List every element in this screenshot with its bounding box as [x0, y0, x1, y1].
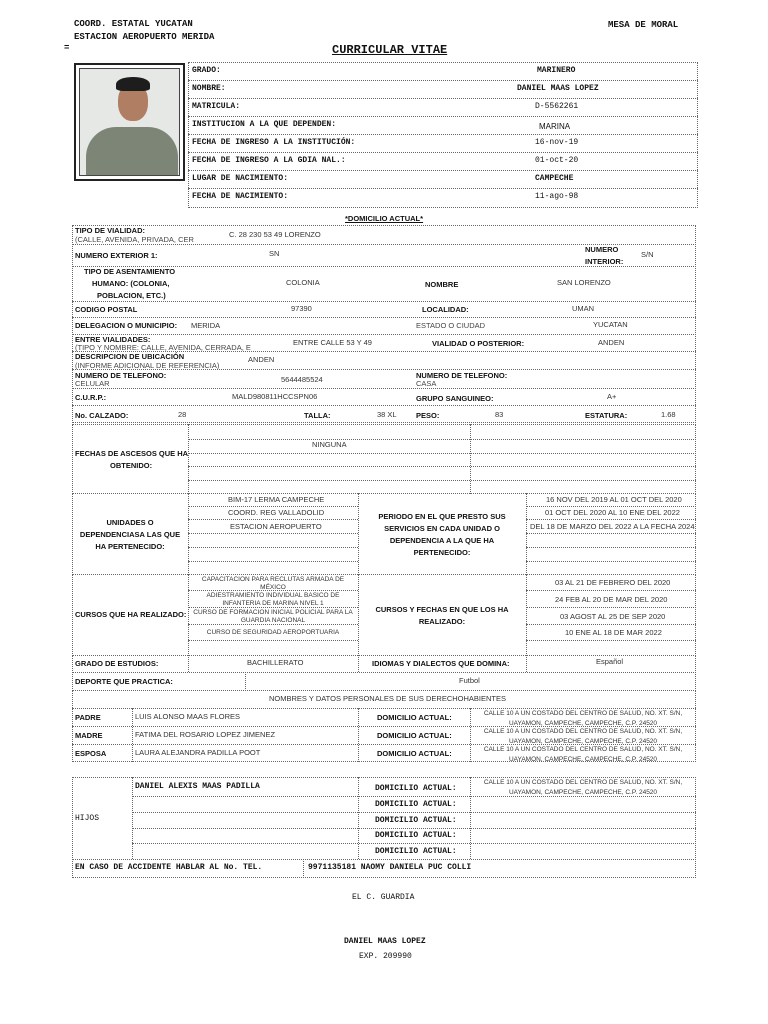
lugar-nacimiento-value: CAMPECHE [535, 174, 574, 183]
familia-rel-1: PADRE [75, 713, 101, 722]
periodo-label: PERIODO EN EL QUE PRESTO SUS SERVICIOS EN CADA UNIDAD O DEPENDENCIA A LA QUE HA PERTENECIDO: [378, 512, 506, 557]
emergencia-label: EN CASO DE ACCIDENTE HABLAR AL No. TEL. [75, 863, 263, 872]
hijos-label: HIJOS [75, 814, 100, 823]
fecha-nacimiento-label: FECHA DE NACIMIENTO: [192, 192, 289, 201]
familia-rel-3: ESPOSA [75, 749, 107, 758]
delegacion-value: MERIDA [191, 321, 221, 330]
emergencia-value: 9971135181 NAOMY DANIELA PUC COLLI [308, 863, 472, 872]
hijo-name-1: DANIEL ALEXIS MAAS PADILLA [135, 782, 260, 791]
hijo-domicilio-label-2: DOMICILIO ACTUAL: [375, 800, 457, 809]
fecha-gdia-value: 01-oct-20 [535, 156, 579, 165]
vialidad-posterior-label: VIALIDAD O POSTERIOR: [432, 339, 525, 348]
curso-fecha-2: 24 FEB AL 20 DE MAR DEL 2020 [555, 595, 668, 604]
hijo-domicilio-label-4: DOMICILIO ACTUAL: [375, 831, 457, 840]
telefono-celular-label: NUMERO DE TELEFONO: [75, 371, 167, 380]
calzado-value: 28 [178, 410, 187, 419]
idiomas-value: Español [596, 657, 624, 666]
telefono-celular-sub: CELULAR [75, 379, 110, 388]
curso-4: CURSO DE SEGURIDAD AEROPORTUARIA [206, 629, 340, 636]
hijo-address-1: CALLE 10 A UN COSTADO DEL CENTRO DE SALUD, NO. XT. S/N, UAYAMON, CAMPECHE, CAMPECHE, C.P. 24520 [483, 779, 683, 796]
asentamiento-value: COLONIA [286, 278, 320, 287]
num-int-label-2: INTERIOR: [585, 257, 624, 266]
codigo-postal-value: 97390 [291, 304, 312, 313]
localidad-label: LOCALIDAD: [422, 305, 469, 314]
deporte-label: DEPORTE QUE PRACTICA: [75, 677, 173, 686]
ascensos-value: NINGUNA [312, 440, 347, 449]
estatura-value: 1.68 [661, 410, 676, 419]
peso-label: PESO: [416, 411, 440, 420]
hijo-domicilio-label-1: DOMICILIO ACTUAL: [375, 784, 457, 793]
periodo-2: 01 OCT DEL 2020 AL 10 ENE DEL 2022 [545, 508, 680, 517]
unidad-1: BIM-17 LERMA CAMPECHE [228, 495, 325, 504]
bullet-mark: = [64, 43, 70, 53]
tipo-vialidad-sub: (CALLE, AVENIDA, PRIVADA, CER [75, 235, 194, 244]
firma-nombre: DANIEL MAAS LOPEZ [344, 937, 426, 946]
familia-name-1: LUIS ALONSO MAAS FLORES [135, 712, 241, 721]
vialidad-posterior-value: ANDEN [598, 338, 625, 347]
codigo-postal-label: CODIGO POSTAL [75, 305, 138, 314]
unidad-2: COORD. REG VALLADOLID [228, 508, 325, 517]
estado-label: ESTADO O CIUDAD [416, 321, 486, 330]
uniform-shape [86, 127, 178, 176]
curso-fecha-1: 03 AL 21 DE FEBRERO DEL 2020 [555, 578, 671, 587]
familia-name-3: LAURA ALEJANDRA PADILLA POOT [135, 748, 261, 757]
num-int-label-1: NUMERO [585, 245, 619, 254]
talla-value: 38 XL [377, 410, 397, 419]
cursos-fechas-label: CURSOS Y FECHAS EN QUE LOS HA REALIZADO: [375, 605, 509, 626]
nombre-label: NOMBRE: [192, 84, 226, 93]
familia-address-1: CALLE 10 A UN COSTADO DEL CENTRO DE SALUD, NO. XT. S/N, UAYAMON, CAMPECHE, CAMPECHE, C.P. 24520 [483, 710, 683, 726]
peso-value: 83 [495, 410, 504, 419]
matricula-value: D-5562261 [535, 102, 579, 111]
curso-3: CURSO DE FORMACION INICIAL POLICIAL PARA LA GUARDIA NACIONAL [193, 609, 353, 624]
deporte-value: Futbol [459, 676, 480, 685]
grupo-sanguineo-label: GRUPO SANGUINEO: [416, 394, 494, 403]
asentamiento-label-3: POBLACION, ETC.) [97, 291, 166, 300]
num-int-value: S/N [641, 250, 654, 259]
familia-domicilio-label-3: DOMICILIO ACTUAL: [377, 749, 452, 758]
lugar-nacimiento-label: LUGAR DE NACIMIENTO: [192, 174, 289, 183]
familia-heading: NOMBRES Y DATOS PERSONALES DE SUS DERECHOHABIENTES [269, 694, 507, 703]
fecha-institucion-value: 16-nov-19 [535, 138, 579, 147]
nombre-value: DANIEL MAAS LOPEZ [517, 84, 599, 93]
org-line-1: COORD. ESTATAL YUCATAN [74, 19, 193, 29]
tipo-vialidad-label: TIPO DE VIALIDAD: [75, 226, 146, 235]
entre-vialidades-label: ENTRE VIALIDADES: [75, 335, 151, 344]
descripcion-label: DESCRIPCION DE UBICACIÓN [75, 352, 185, 361]
idiomas-label: IDIOMAS Y DIALECTOS QUE DOMINA: [372, 659, 510, 668]
asentamiento-nombre-label: NOMBRE [425, 280, 459, 289]
descripcion-sub: (INFORME ADICIONAL DE REFERENCIA) [75, 361, 220, 370]
num-ext-value: SN [269, 249, 280, 258]
num-ext-label: NUMERO EXTERIOR 1: [75, 251, 158, 260]
unidades-label: UNIDADES O DEPENDENCIASA LAS QUE HA PERTENECIDO: [79, 518, 181, 551]
telefono-casa-label: NUMERO DE TELEFONO: [416, 371, 508, 380]
institucion-value: MARINA [539, 122, 571, 131]
estatura-label: ESTATURA: [585, 411, 628, 420]
hijo-domicilio-label-5: DOMICILIO ACTUAL: [375, 847, 457, 856]
top-right-label: MESA DE MORAL [608, 20, 679, 30]
fecha-gdia-label: FECHA DE INGRESO A LA GDIA NAL.: [192, 156, 346, 165]
asentamiento-nombre-value: SAN LORENZO [557, 278, 611, 287]
tipo-vialidad-value: C. 28 230 53 49 LORENZO [229, 230, 321, 239]
telefono-casa-sub: CASA [416, 379, 437, 388]
grado-label: GRADO: [192, 66, 221, 75]
firma-exp: EXP. 209990 [359, 952, 412, 961]
fecha-institucion-label: FECHA DE INGRESO A LA INSTITUCIÓN: [192, 138, 356, 147]
familia-name-2: FATIMA DEL ROSARIO LOPEZ JIMENEZ [135, 730, 276, 739]
familia-domicilio-label-1: DOMICILIO ACTUAL: [377, 713, 452, 722]
matricula-label: MATRICULA: [192, 102, 241, 111]
descripcion-value: ANDEN [248, 355, 275, 364]
telefono-celular-value: 5644485524 [281, 375, 323, 384]
delegacion-label: DELEGACION O MUNICIPIO: [75, 321, 178, 330]
asentamiento-label-2: HUMANO: (COLONIA, [92, 279, 170, 288]
ascensos-label-1: FECHAS DE ASCESOS QUE HA [75, 449, 189, 458]
curso-fecha-3: 03 AGOST AL 25 DE SEP 2020 [560, 612, 666, 621]
familia-address-2: CALLE 10 A UN COSTADO DEL CENTRO DE SALUD, NO. XT. S/N, UAYAMON, CAMPECHE, CAMPECHE, C.P. 24520 [483, 728, 683, 744]
curso-fecha-4: 10 ENE AL 18 DE MAR 2022 [565, 628, 662, 637]
personal-data-box [188, 62, 698, 208]
curso-2: ADIESTRAMIENTO INDIVIDUAL BASICO DE INFANTERIA DE MARINA NIVEL 1 [206, 592, 340, 607]
grado-estudios-label: GRADO DE ESTUDIOS: [75, 659, 159, 668]
ascensos-label-2: OBTENIDO: [110, 461, 153, 470]
domicilio-heading: *DOMICILIO ACTUAL* [345, 214, 424, 223]
familia-address-3: CALLE 10 A UN COSTADO DEL CENTRO DE SALUD, NO. XT. S/N, UAYAMON, CAMPECHE, CAMPECHE, C.P. 24520 [483, 746, 683, 762]
ascensos-box [72, 424, 696, 494]
familia-domicilio-label-2: DOMICILIO ACTUAL: [377, 731, 452, 740]
asentamiento-label-1: TIPO DE ASENTAMIENTO [84, 267, 176, 276]
hair-shape [116, 77, 150, 91]
familia-rel-2: MADRE [75, 731, 103, 740]
curso-1: CAPACITACIÓN PARA RECLUTAS ARMADA DE MÉXICO [201, 576, 345, 590]
cursos-label: CURSOS QUE HA REALIZADO: [75, 610, 187, 619]
institucion-label: INSTITUCION A LA QUE DEPENDEN: [192, 120, 337, 129]
grado-estudios-value: BACHILLERATO [247, 658, 304, 667]
curp-label: C.U.R.P.: [75, 393, 107, 402]
entre-vialidades-sub: (TIPO Y NOMBRE: CALLE, AVENIDA, CERRADA, E [75, 343, 251, 352]
document-title: CURRICULAR VITAE [332, 43, 448, 57]
org-line-2: ESTACION AEROPUERTO MERIDA [74, 32, 215, 42]
unidad-3: ESTACION AEROPUERTO [230, 522, 322, 531]
fecha-nacimiento-value: 11-ago-98 [535, 192, 579, 201]
entre-vialidades-value: ENTRE CALLE 53 Y 49 [293, 338, 372, 347]
grupo-sanguineo-value: A+ [607, 392, 617, 401]
id-photo [74, 63, 185, 181]
estado-value: YUCATAN [593, 320, 628, 329]
periodo-1: 16 NOV DEL 2019 AL 01 OCT DEL 2020 [546, 495, 682, 504]
grado-value: MARINERO [537, 66, 576, 75]
talla-label: TALLA: [304, 411, 331, 420]
periodo-3: DEL 18 DE MARZO DEL 2022 A LA FECHA 2024 [530, 522, 695, 531]
guardia-label: EL C. GUARDIA [352, 893, 415, 902]
localidad-value: UMAN [572, 304, 595, 313]
calzado-label: No. CALZADO: [75, 411, 129, 420]
curp-value: MALD980811HCCSPN06 [232, 392, 318, 401]
hijo-domicilio-label-3: DOMICILIO ACTUAL: [375, 816, 457, 825]
